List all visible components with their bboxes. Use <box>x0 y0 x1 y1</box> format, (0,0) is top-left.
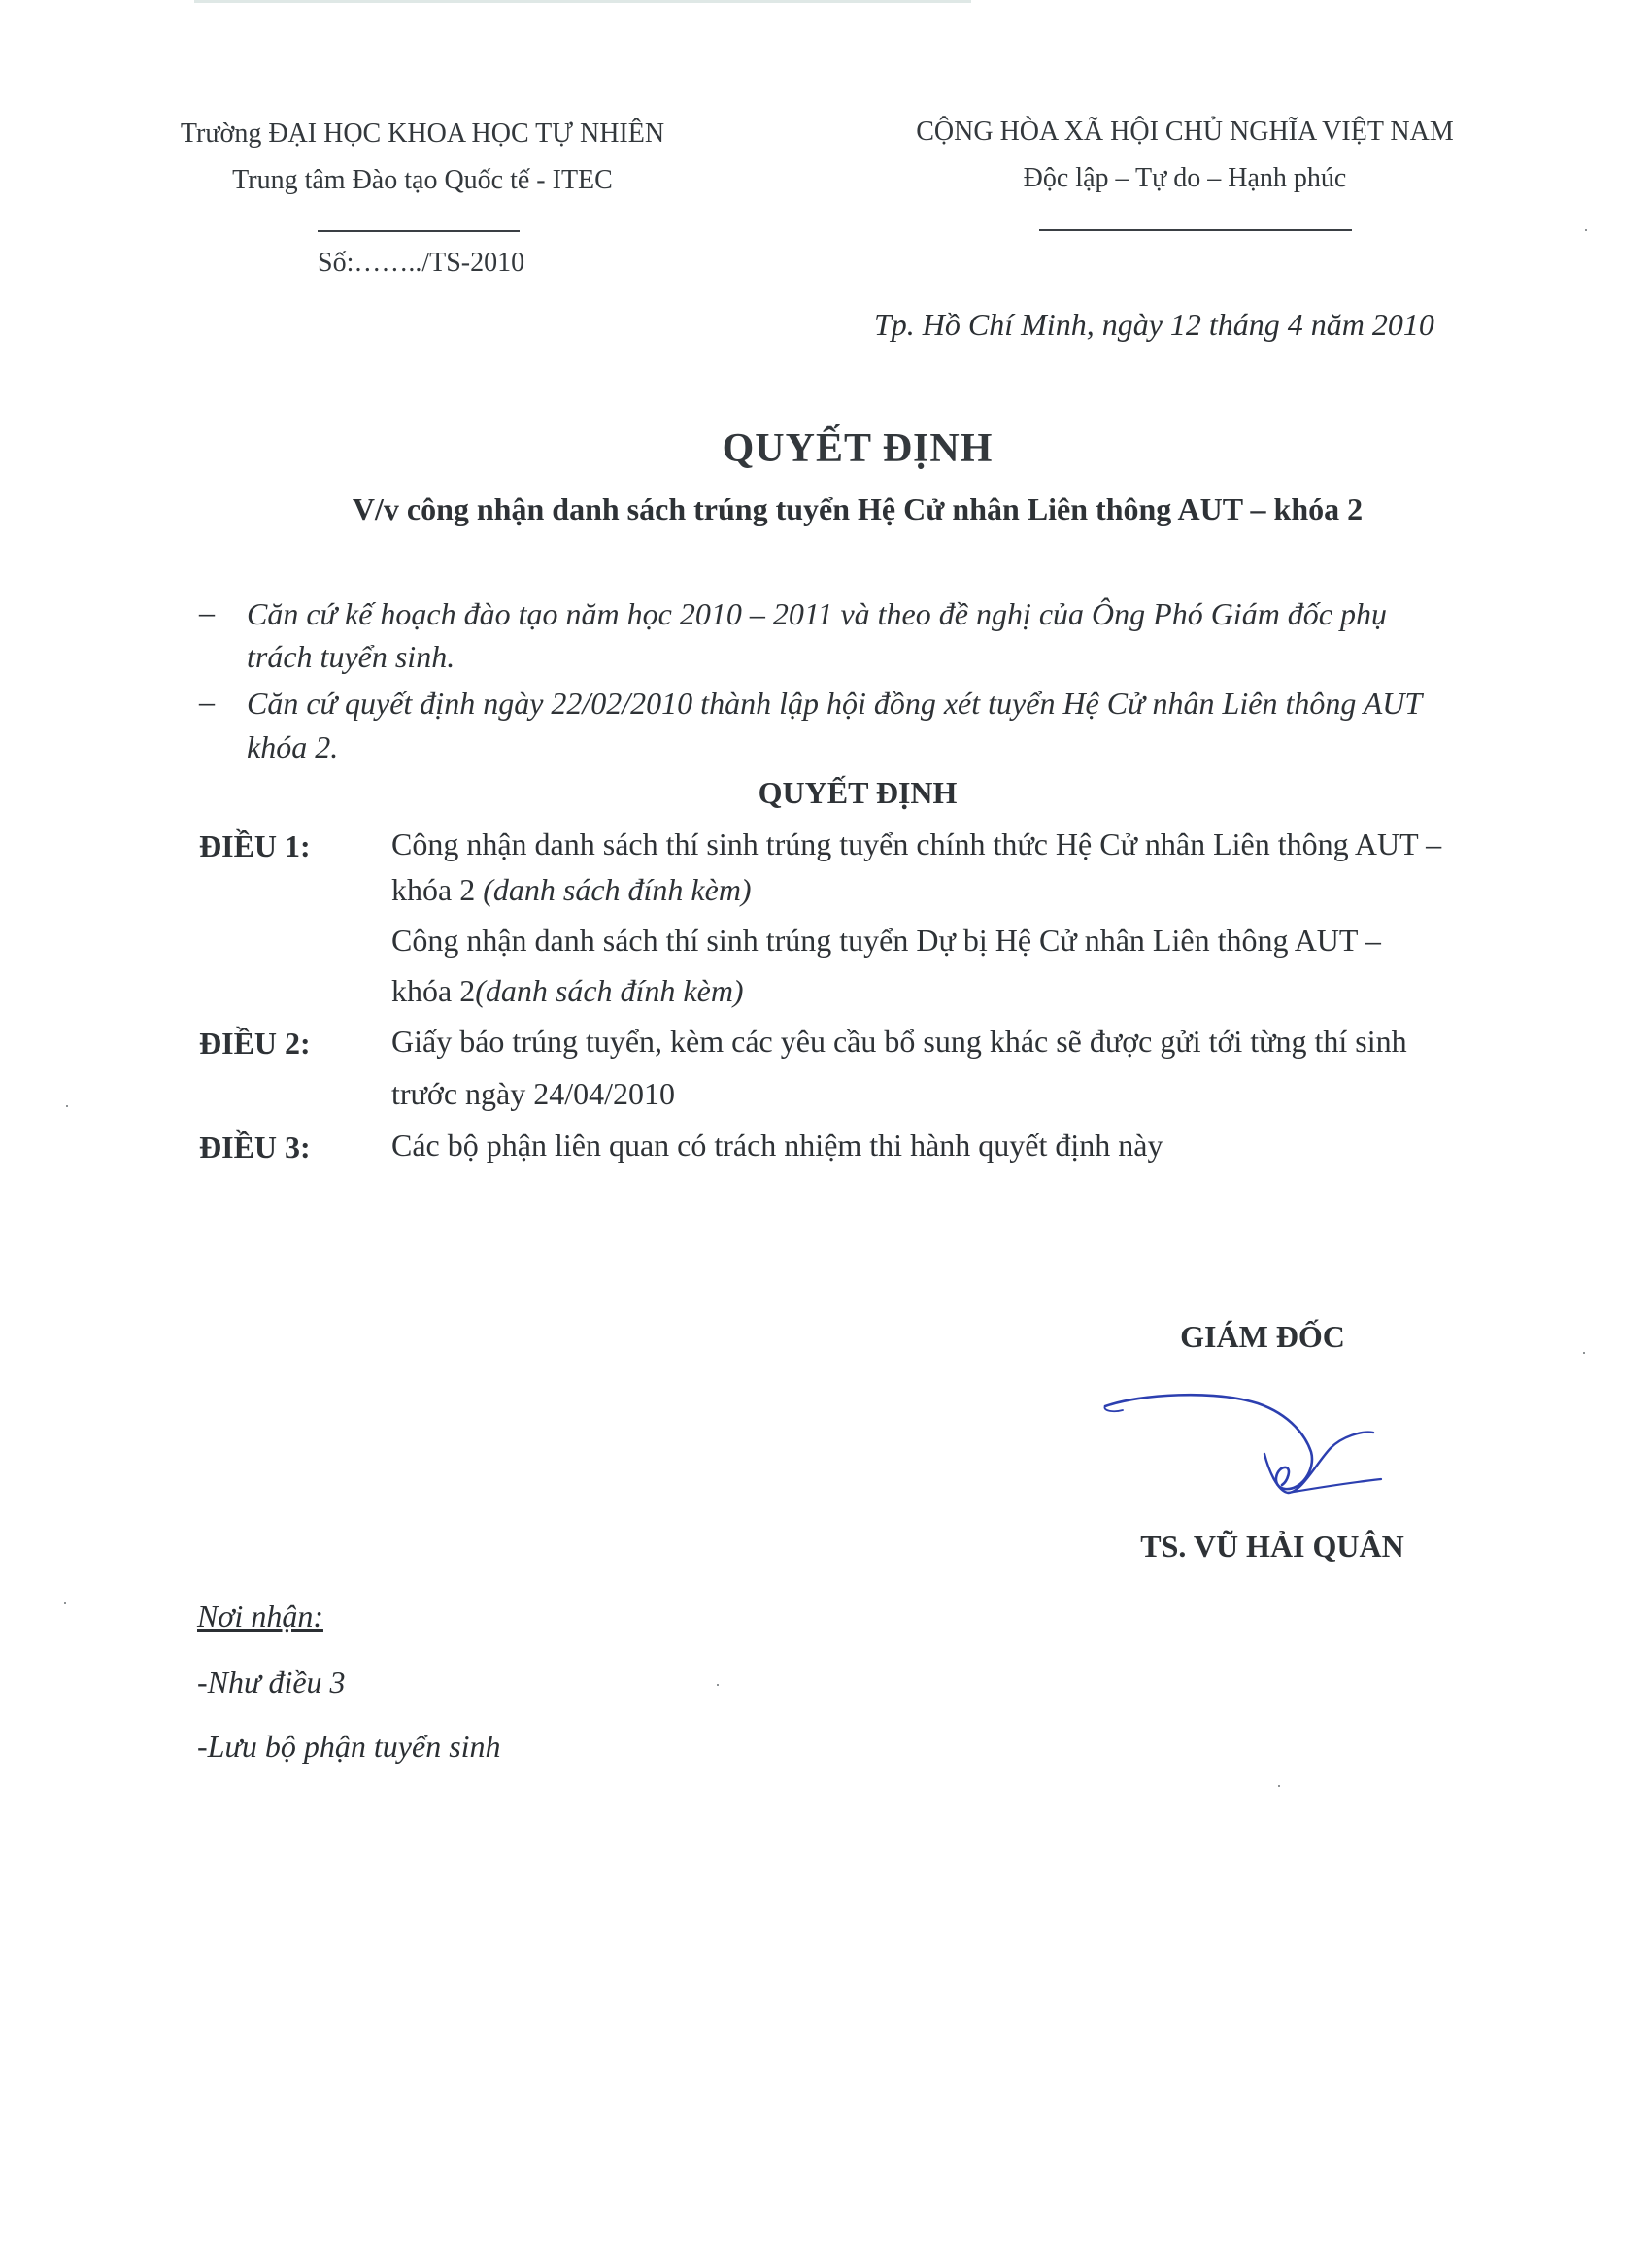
recipients-heading: Nơi nhận: <box>197 1599 323 1634</box>
article-1-p1-line-1: Công nhận danh sách thí sinh trúng tuyển chính thức Hệ Cử nhân Liên thông AUT – <box>391 826 1442 861</box>
recipient-item-2: -Lưu bộ phận tuyển sinh <box>197 1729 501 1764</box>
scan-speck <box>64 1602 66 1604</box>
article-1-p2-line-2-plain: khóa 2 <box>391 973 476 1008</box>
base-1-dash: – <box>199 594 215 629</box>
scan-speck <box>1278 1785 1280 1787</box>
date-line: Tp. Hồ Chí Minh, ngày 12 tháng 4 năm 2010 <box>874 307 1434 342</box>
article-1-p1-line-2-plain: khóa 2 <box>391 872 484 907</box>
header-center: Trung tâm Đào tạo Quốc tế - ITEC <box>232 165 613 195</box>
article-2-line-2: trước ngày 24/04/2010 <box>391 1076 675 1111</box>
header-right-rule <box>1039 229 1352 231</box>
base-2-line-2: khóa 2. <box>247 729 339 764</box>
recipient-item-1: -Như điều 3 <box>197 1665 346 1700</box>
header-country: CỘNG HÒA XÃ HỘI CHỦ NGHĨA VIỆT NAM <box>916 117 1454 147</box>
article-3-line-1: Các bộ phận liên quan có trách nhiệm thi hành quyết định này <box>391 1128 1163 1163</box>
document-title: QUYẾT ĐỊNH <box>722 426 994 471</box>
scan-edge-tint <box>194 0 971 3</box>
document-number: Số:……../TS-2010 <box>318 248 525 278</box>
article-3-label: ĐIỀU 3: <box>199 1130 311 1164</box>
base-1-line-2: trách tuyển sinh. <box>247 639 455 674</box>
signatory-name: TS. VŨ HẢI QUÂN <box>1140 1529 1404 1564</box>
article-1-label: ĐIỀU 1: <box>199 828 311 863</box>
article-1-p1-attachment-note: (danh sách đính kèm) <box>483 872 752 907</box>
scan-speck <box>717 1684 719 1686</box>
scan-speck <box>66 1105 68 1107</box>
article-1-p2-line-1: Công nhận danh sách thí sinh trúng tuyển Dự bị Hệ Cử nhân Liên thông AUT – <box>391 923 1381 958</box>
scan-speck <box>1583 1352 1585 1354</box>
header-left-rule <box>318 230 520 232</box>
article-1-p2-attachment-note: (danh sách đính kèm) <box>475 973 744 1008</box>
article-2-label: ĐIỀU 2: <box>199 1026 311 1061</box>
base-2-line-1: Căn cứ quyết định ngày 22/02/2010 thành lập hội đồng xét tuyển Hệ Cử nhân Liên thông AUT <box>247 686 1423 721</box>
article-1-p1-line-2 <box>391 866 752 913</box>
header-motto: Độc lập – Tự do – Hạnh phúc <box>1023 163 1347 193</box>
article-2-line-1: Giấy báo trúng tuyển, kèm các yêu cầu bổ sung khác sẽ được gửi tới từng thí sinh <box>391 1024 1407 1059</box>
document-subject: V/v công nhận danh sách trúng tuyển Hệ Cử nhân Liên thông AUT – khóa 2 <box>352 491 1364 526</box>
article-1-p2-line-2 <box>391 967 744 1014</box>
signatory-title: GIÁM ĐỐC <box>1180 1319 1345 1354</box>
base-1-line-1: Căn cứ kế hoạch đào tạo năm học 2010 – 2011 và theo đề nghị của Ông Phó Giám đốc phụ <box>247 596 1387 631</box>
decision-heading: QUYẾT ĐỊNH <box>758 775 958 810</box>
base-2-dash: – <box>199 684 215 719</box>
header-university: Trường ĐẠI HỌC KHOA HỌC TỰ NHIÊN <box>180 118 665 149</box>
signature-scribble <box>1097 1384 1389 1520</box>
scan-speck <box>1585 229 1587 231</box>
